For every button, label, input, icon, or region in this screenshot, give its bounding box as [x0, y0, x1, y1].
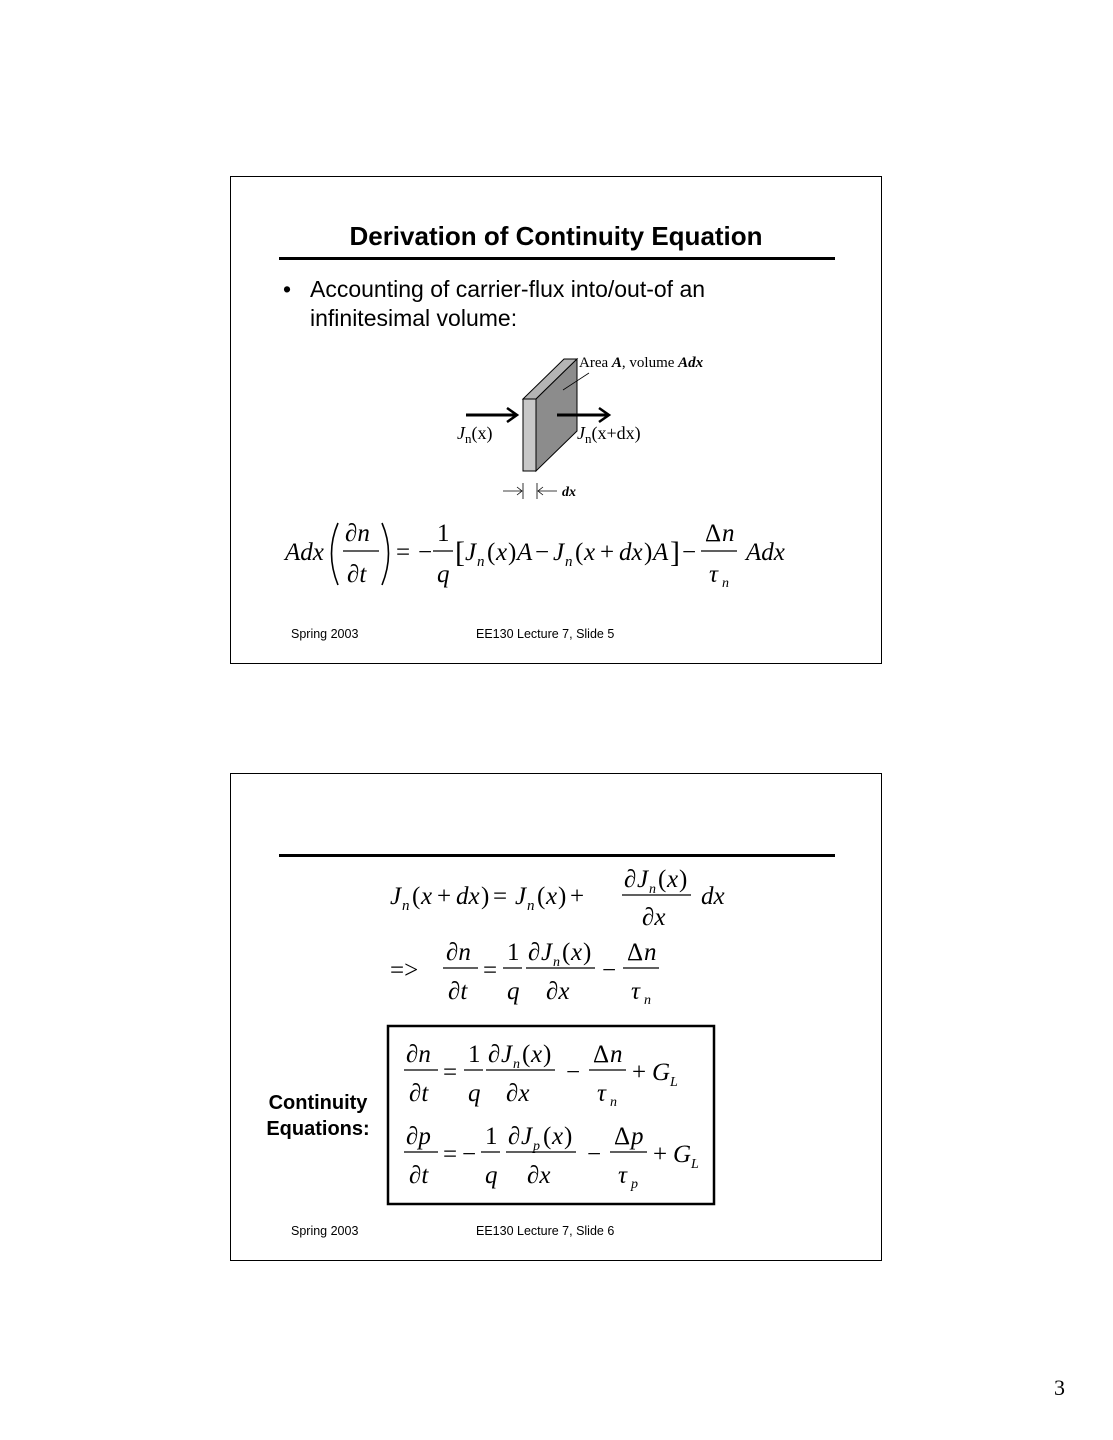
svg-text:L: L	[691, 1157, 699, 1172]
svg-text:n: n	[477, 554, 485, 570]
svg-text:(: (	[658, 866, 667, 893]
svg-text:x: x	[496, 539, 508, 566]
svg-text:x: x	[584, 539, 596, 566]
svg-text:J: J	[515, 883, 527, 910]
svg-text:∂p: ∂p	[406, 1123, 431, 1150]
title-underline	[279, 854, 835, 857]
svg-text:1: 1	[437, 520, 450, 547]
svg-text:A: A	[517, 539, 533, 566]
svg-text:−: −	[535, 539, 550, 566]
svg-text:+: +	[437, 883, 452, 910]
svg-text:): )	[481, 883, 490, 910]
svg-text:+: +	[653, 1141, 668, 1168]
taylor-expansion-equations	[386, 864, 746, 1014]
svg-text:x: x	[421, 883, 433, 910]
svg-text:x: x	[571, 939, 583, 966]
svg-text:): )	[558, 883, 567, 910]
slide-title: Derivation of Continuity Equation	[349, 221, 763, 251]
dx-label: dx	[562, 485, 576, 500]
svg-text:∂x: ∂x	[527, 1162, 551, 1189]
svg-text:n: n	[644, 993, 651, 1008]
svg-text:∂t: ∂t	[409, 1080, 429, 1107]
svg-text:∂x: ∂x	[506, 1080, 530, 1107]
svg-text:n: n	[610, 1095, 617, 1110]
svg-text:1: 1	[468, 1041, 481, 1068]
svg-text:): )	[508, 539, 517, 566]
area-volume-label: Area A, volume Adx	[579, 355, 704, 371]
svg-text:J: J	[541, 939, 553, 966]
jn-x-dx-label: $J_n(x+dx)$	[577, 423, 641, 446]
svg-text:x: x	[667, 866, 679, 893]
svg-text:=: =	[443, 1141, 458, 1168]
svg-text:τ: τ	[709, 561, 718, 588]
svg-text:1: 1	[507, 939, 520, 966]
svg-text:−: −	[587, 1141, 602, 1168]
svg-text:Adx: Adx	[285, 539, 324, 566]
svg-text:q: q	[468, 1080, 481, 1107]
svg-text:∂x: ∂x	[642, 904, 666, 931]
bullet-mark: •	[283, 276, 292, 302]
svg-text:=: =	[396, 539, 411, 566]
page-number: 3	[1054, 1375, 1065, 1400]
svg-text:Adx: Adx	[746, 539, 785, 566]
svg-text:L: L	[670, 1075, 678, 1090]
svg-text:): )	[564, 1123, 573, 1150]
svg-text:∂: ∂	[508, 1123, 521, 1150]
svg-text:q: q	[485, 1162, 498, 1189]
svg-text:x: x	[546, 883, 558, 910]
svg-text:∂: ∂	[528, 939, 541, 966]
svg-text:x: x	[552, 1123, 564, 1150]
volume-figure	[431, 347, 751, 507]
slab-front-face	[523, 399, 536, 471]
svg-text:J: J	[390, 883, 402, 910]
svg-text:[: [	[455, 536, 465, 569]
svg-text:J: J	[637, 866, 649, 893]
svg-text:n: n	[513, 1057, 520, 1072]
svg-text:dx: dx	[619, 539, 643, 566]
footer-date: Spring 2003	[291, 1224, 359, 1238]
svg-text:q: q	[437, 561, 450, 588]
footer-slide-id: EE130 Lecture 7, Slide 5	[476, 627, 615, 641]
svg-text:Δ: Δ	[593, 1041, 610, 1068]
svg-text:dx: dx	[701, 883, 725, 910]
svg-text:J: J	[553, 539, 565, 566]
svg-text:1: 1	[485, 1123, 498, 1150]
svg-text:−: −	[462, 1141, 477, 1168]
svg-text:∂: ∂	[624, 866, 637, 893]
svg-text:∂x: ∂x	[546, 978, 570, 1005]
svg-text:p: p	[533, 1139, 540, 1154]
svg-text:τ: τ	[631, 978, 640, 1005]
continuity-equations-box	[386, 1024, 722, 1208]
svg-text:−: −	[566, 1059, 581, 1086]
svg-text:n: n	[722, 520, 735, 547]
svg-text:n: n	[553, 955, 560, 970]
svg-text:=>: =>	[390, 957, 419, 984]
svg-text:∂n: ∂n	[406, 1041, 431, 1068]
jn-x-label: $J_n(x)$	[457, 423, 493, 446]
svg-text:+: +	[600, 539, 615, 566]
svg-text:τ: τ	[618, 1162, 627, 1189]
svg-text:(: (	[537, 883, 546, 910]
svg-text:x: x	[531, 1041, 543, 1068]
svg-text:Δ: Δ	[705, 520, 722, 547]
svg-text:q: q	[507, 978, 520, 1005]
svg-text:+: +	[632, 1059, 647, 1086]
svg-text:dx: dx	[456, 883, 480, 910]
slide-6	[230, 773, 882, 1261]
svg-text:n: n	[402, 898, 410, 914]
svg-text:): )	[543, 1041, 552, 1068]
svg-text:): )	[644, 539, 653, 566]
svg-text:G: G	[652, 1059, 671, 1086]
footer-slide-id: EE130 Lecture 7, Slide 6	[476, 1224, 615, 1238]
svg-text:∂t: ∂t	[448, 978, 468, 1005]
svg-text:(: (	[412, 883, 421, 910]
svg-text:=: =	[483, 957, 498, 984]
svg-text:∂t: ∂t	[347, 561, 367, 588]
flux-balance-equation	[281, 513, 841, 595]
svg-text:n: n	[722, 576, 729, 591]
slide-5	[230, 176, 882, 664]
svg-text:n: n	[649, 882, 656, 897]
svg-text:−: −	[682, 539, 697, 566]
svg-text:]: ]	[670, 536, 680, 569]
svg-text:+: +	[570, 883, 585, 910]
svg-text:A: A	[653, 539, 669, 566]
svg-text:Δ: Δ	[614, 1123, 631, 1150]
bullet-text: Accounting of carrier-flux into/out-of an infinitesimal volume:	[310, 276, 706, 331]
svg-text:J: J	[521, 1123, 533, 1150]
svg-text:n: n	[565, 554, 573, 570]
svg-text:): )	[583, 939, 592, 966]
svg-text:): )	[679, 866, 688, 893]
svg-text:J: J	[501, 1041, 513, 1068]
svg-text:∂n: ∂n	[345, 520, 370, 547]
svg-text:(: (	[487, 539, 496, 566]
svg-text:∂t: ∂t	[409, 1162, 429, 1189]
svg-text:(: (	[575, 539, 584, 566]
svg-text:n: n	[644, 939, 657, 966]
svg-text:−: −	[418, 539, 433, 566]
svg-text:−: −	[602, 957, 617, 984]
title-underline	[279, 257, 835, 260]
svg-text:n: n	[527, 898, 535, 914]
continuity-equations-label: Continuity Equations:	[266, 1092, 370, 1140]
svg-text:(: (	[522, 1041, 531, 1068]
svg-text:(: (	[562, 939, 571, 966]
svg-text:∂n: ∂n	[446, 939, 471, 966]
footer-date: Spring 2003	[291, 627, 359, 641]
svg-text:=: =	[493, 883, 508, 910]
svg-text:Δ: Δ	[627, 939, 644, 966]
svg-text:n: n	[610, 1041, 623, 1068]
svg-text:(: (	[543, 1123, 552, 1150]
svg-text:τ: τ	[597, 1080, 606, 1107]
svg-text:p: p	[631, 1177, 638, 1192]
svg-text:∂: ∂	[488, 1041, 501, 1068]
svg-text:=: =	[443, 1059, 458, 1086]
svg-text:J: J	[465, 539, 477, 566]
svg-text:G: G	[673, 1141, 692, 1168]
svg-text:p: p	[631, 1123, 644, 1150]
